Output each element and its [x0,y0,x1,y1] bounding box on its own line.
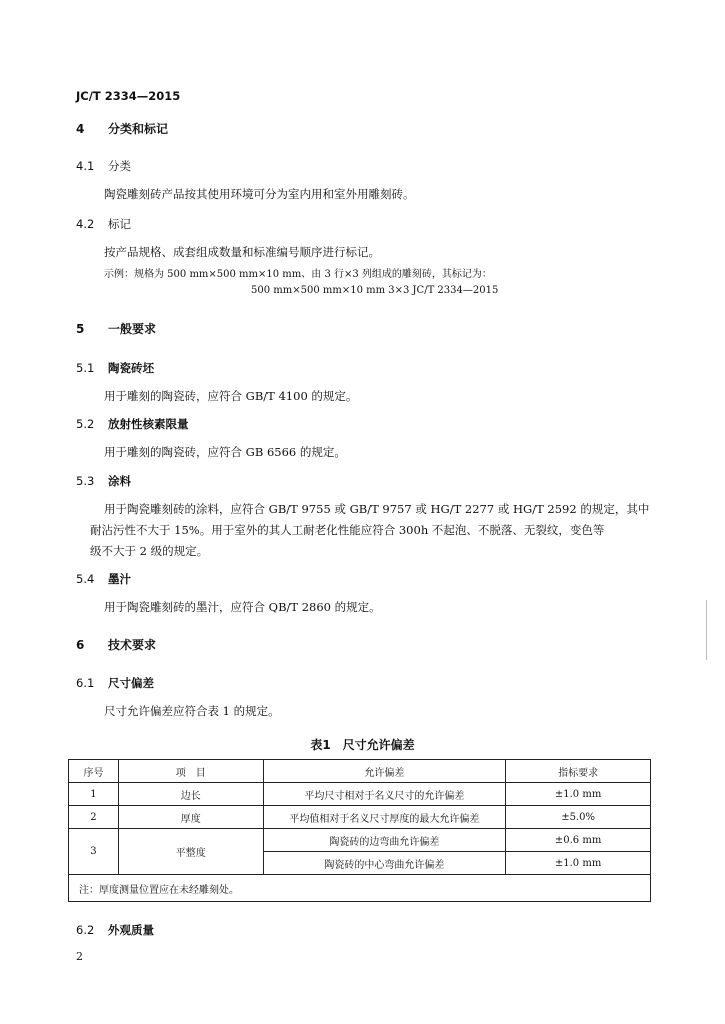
marking-example: 示例：规格为 500 mm×500 mm×10 mm、由 3 行×3 列组成的雕刻砖，其标记为： [104,269,492,280]
section-4-1-heading: 4.1 分类 [76,159,131,173]
row-requirement: ±1.0 mm [506,852,651,875]
section-5-3-line-3: 级不大于 2 级的规定。 [90,544,209,558]
table-row [69,806,651,829]
scan-edge-mark [706,600,707,660]
row-item: 厚度 [118,806,263,829]
header-cell: 指标要求 [506,760,651,783]
row-requirement: ±5.0% [506,806,651,829]
table-caption: 表1 尺寸允许偏差 [310,738,415,752]
row-item: 边长 [118,783,263,806]
table-header-row [69,760,651,783]
row-deviation: 陶瓷砖的中心弯曲允许偏差 [263,852,506,875]
section-4-1-text: 陶瓷雕刻砖产品按其使用环境可分为室内用和室外用雕刻砖。 [104,187,415,201]
table-row [69,783,651,806]
section-6-1-heading: 6.1 尺寸偏差 [76,676,154,690]
section-6-1-text: 尺寸允许偏差应符合表 1 的规定。 [104,704,280,718]
section-4-2-heading: 4.2 标记 [76,217,131,231]
section-4-heading: 4 分类和标记 [76,122,169,136]
section-5-3-heading: 5.3 涂料 [76,474,131,488]
section-5-2-text: 用于雕刻的陶瓷砖，应符合 GB 6566 的规定。 [104,445,346,459]
row-deviation: 平均值相对于名义尺寸厚度的最大允许偏差 [263,806,506,829]
section-5-3-line-1: 用于陶瓷雕刻砖的涂料，应符合 GB/T 9755 或 GB/T 9757 或 HG/T 2277 或 HG/T 2592 的规定，其中 [104,502,650,516]
row-requirement: ±1.0 mm [506,783,651,806]
table-note: 注：厚度测量位置应在未经雕刻处。 [69,875,651,902]
section-5-heading: 5 一般要求 [76,322,157,336]
row-requirement: ±0.6 mm [506,829,651,852]
section-5-4-text: 用于陶瓷雕刻砖的墨汁，应符合 QB/T 2860 的规定。 [104,600,381,614]
row-number: 2 [69,806,119,829]
section-5-3-line-2: 耐沾污性不大于 15%。用于室外的其人工耐老化性能应符合 300h 不起泡、不脱落、无裂纹，变色等 [90,523,605,537]
section-4-2-text: 按产品规格、成套组成数量和标准编号顺序进行标记。 [104,245,380,259]
section-5-1-heading: 5.1 陶瓷砖坯 [76,361,154,375]
section-6-heading: 6 技术要求 [76,638,157,652]
row-deviation: 平均尺寸相对于名义尺寸的允许偏差 [263,783,506,806]
row-number: 3 [69,829,119,875]
table-row [69,829,651,852]
section-5-1-text: 用于雕刻的陶瓷砖，应符合 GB/T 4100 的规定。 [104,389,358,403]
row-deviation: 陶瓷砖的边弯曲允许偏差 [263,829,506,852]
header-cell: 允许偏差 [263,760,506,783]
marking-sample: 500 mm×500 mm×10 mm 3×3 JC/T 2334—2015 [251,285,499,296]
section-6-2-heading: 6.2 外观质量 [76,923,154,937]
header-cell: 序号 [69,760,119,783]
row-number: 1 [69,783,119,806]
table-note-row [69,875,651,902]
section-5-4-heading: 5.4 墨汁 [76,572,131,586]
row-item: 平整度 [118,829,263,875]
page-number: 2 [76,950,83,963]
dimension-tolerance-table [68,759,651,902]
standard-header: JC/T 2334—2015 [76,89,181,103]
section-5-2-heading: 5.2 放射性核素限量 [76,417,189,431]
header-cell: 项 目 [118,760,263,783]
